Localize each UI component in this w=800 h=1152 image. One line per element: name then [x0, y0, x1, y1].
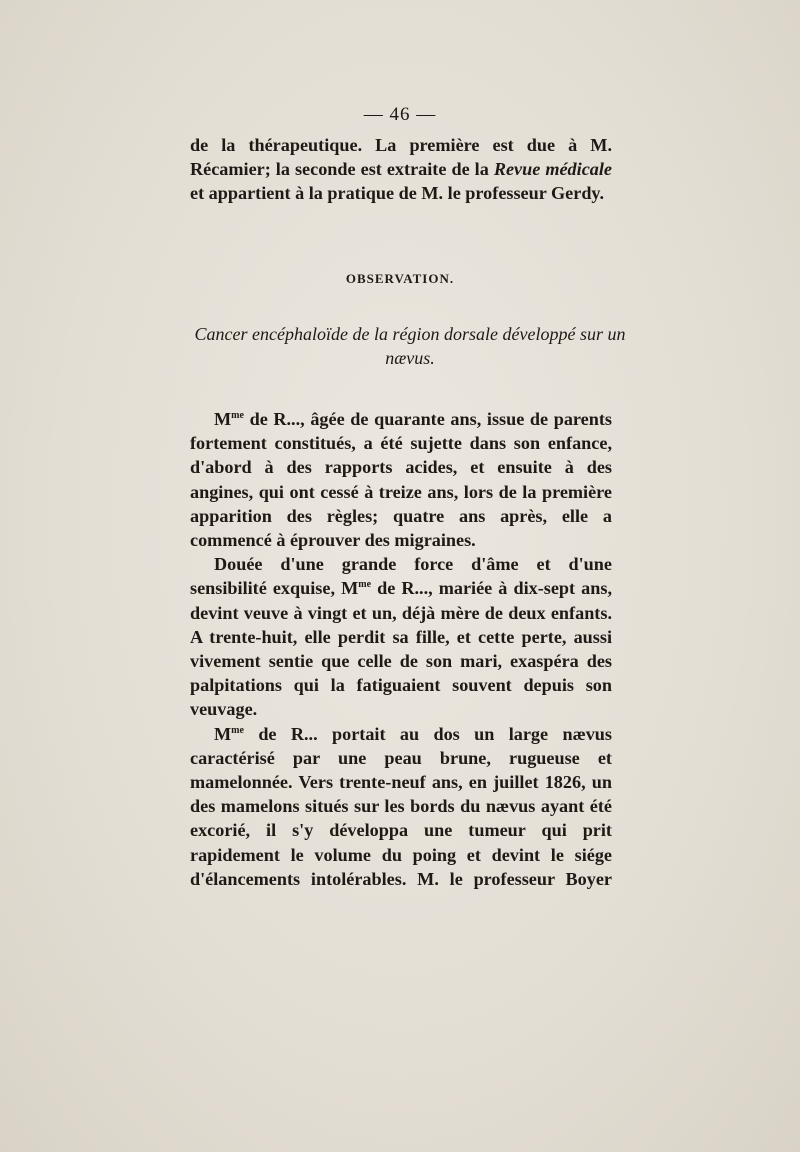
- paragraph-2: [190, 552, 612, 721]
- mme-superscript: me: [358, 579, 372, 591]
- intro-text-after: et appartient à la pratique de M. le professeur Gerdy.: [190, 183, 605, 204]
- mme-abbrev: M: [341, 578, 359, 599]
- observation-heading: OBSERVATION.: [345, 271, 455, 286]
- mme-superscript: me: [231, 410, 244, 421]
- journal-title: Revue médicale: [493, 159, 612, 180]
- case-title: Cancer encéphaloïde de la région dorsale développé sur un nævus.: [194, 324, 626, 368]
- mme-superscript: me: [231, 724, 244, 736]
- paragraph-2-before: Douée d'une grande force d'âme et d'une sensibilité exquise,: [190, 554, 612, 599]
- observation-body: [190, 407, 612, 891]
- paragraph-2-after: de R..., mariée à dix-sept ans, devint veuve à vingt et un, déjà mère de deux enfants. A trente-huit, elle perdit sa fille, et cette perte, aussi vivement sentie que celle de son mari, exaspéra des palpitations qui la fatiguaient souvent depuis son veuvage.: [190, 578, 612, 720]
- paragraph-1: [190, 407, 612, 552]
- mme-abbrev: M: [214, 723, 232, 744]
- paragraph-3-text: de R... portait au dos un large nævus caractérisé par une peau brune, rugueuse et mamelonnée. Vers trente-neuf ans, en juillet 1826, un des mamelons situés sur les bords du nævus ayant été excorié, il s'y développa une tumeur qui prit rapidement le volume du poing et devint le siége d'élancements intolérables. M. le professeur Boyer: [190, 723, 612, 889]
- paragraph-1-text: de R..., âgée de quarante ans, issue de parents fortement constitués, a été sujette dans son enfance, d'abord à des rapports acides, et ensuite à des angines, qui ont cessé à treize ans, lors de la première apparition des règles; quatre ans après, elle a commencé à éprouver des migraines.: [190, 409, 612, 551]
- page-number: — 46 —: [363, 104, 437, 125]
- intro-text-before: de la thérapeutique. La première est due à M. Récamier; la seconde est extraite de la: [190, 135, 612, 180]
- intro-paragraph: [190, 133, 612, 206]
- mme-abbrev: M: [214, 409, 232, 429]
- paragraph-3: [190, 722, 612, 891]
